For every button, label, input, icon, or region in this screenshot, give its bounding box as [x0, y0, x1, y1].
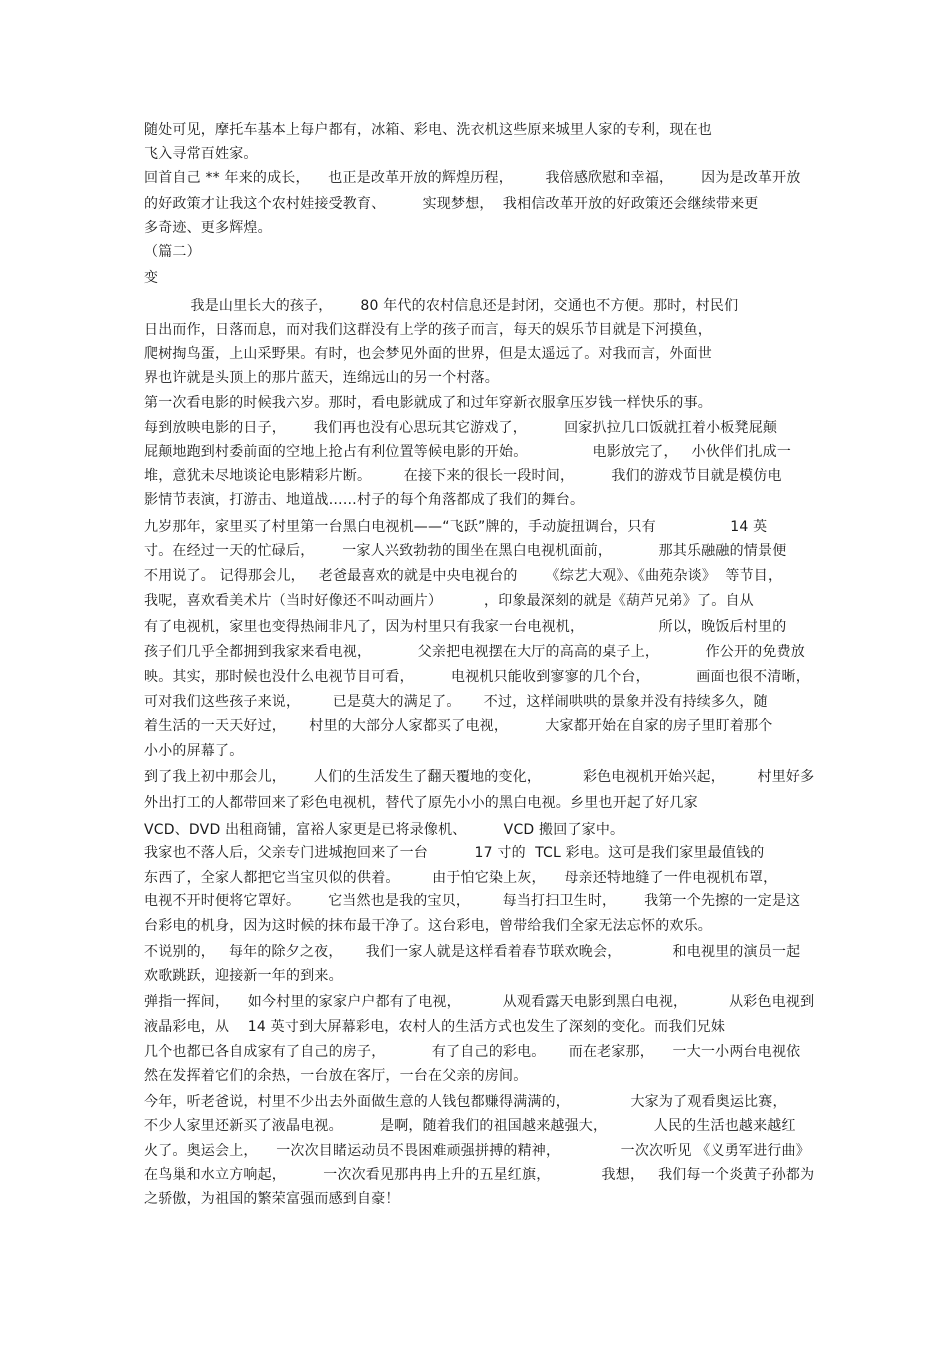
text-line: 到了我上初中那会儿， 人们的生活发生了翻天覆地的变化， 彩色电视机开始兴起， 村里好多	[144, 769, 815, 785]
text-line: 着生活的一天天好过， 村里的大部分人家都买了电视， 大家都开始在自家的房子里盯着那个	[144, 718, 773, 734]
text-line: 可对我们这些孩子来说， 已是莫大的满足了。 不过，这样闹哄哄的景象并没有持续多久，随	[144, 694, 768, 710]
text-line: 界也许就是头顶上的那片蓝天，连绵远山的另一个村落。	[144, 370, 499, 386]
section-heading: （篇二）	[144, 244, 201, 260]
text-line: 电视不开时便将它罩好。 它当然也是我的宝贝， 每当打扫卫生时， 我第一个先擦的一定是这	[144, 893, 801, 909]
text-line: 几个也都已各自成家有了自己的房子， 有了自己的彩电。 而在老家那， 一大一小两台电视依	[144, 1044, 801, 1060]
text-line: 影情节表演，打游击、地道战……村子的每个角落都成了我们的舞台。	[144, 492, 585, 508]
text-line: 映。其实，那时候也没什么电视节目可看， 电视机只能收到寥寥的几个台， 画面也很不清晰，	[144, 669, 810, 685]
article-title: 变	[144, 270, 159, 286]
text-line: 不说别的， 每年的除夕之夜， 我们一家人就是这样看着春节联欢晚会， 和电视里的演员一起	[144, 944, 801, 960]
text-line: 屁颠地跑到村委前面的空地上抢占有利位置等候电影的开始。 电影放完了， 小伙伴们扎成一	[144, 444, 792, 460]
text-line: 寸。在经过一天的忙碌后， 一家人兴致勃勃的围坐在黑白电视机面前， 那其乐融融的情景便	[144, 543, 787, 559]
text-line: 飞入寻常百姓家。	[144, 146, 258, 162]
text-line: 我呢，喜欢看美术片（当时好像还不叫动画片） ，印象最深刻的就是《葫芦兄弟》了。自从	[144, 593, 754, 609]
text-line: 欢歌跳跃，迎接新一年的到来。	[144, 968, 343, 984]
text-line: 之骄傲，为祖国的繁荣富强而感到自豪！	[144, 1191, 400, 1207]
text-line: 今年，听老爸说，村里不少出去外面做生意的人钱包都赚得满满的， 大家为了观看奥运比赛，	[144, 1094, 787, 1110]
text-line: 第一次看电影的时候我六岁。那时，看电影就成了和过年穿新衣服拿压岁钱一样快乐的事。	[144, 395, 712, 411]
text-line: 多奇迹、更多辉煌。	[144, 220, 272, 236]
text-line: 随处可见，摩托车基本上每户都有，冰箱、彩电、洗衣机这些原来城里人家的专利，现在也	[144, 122, 712, 138]
text-line: VCD、DVD 出租商铺，富裕人家更是已将录像机、 VCD 搬回了家中。	[144, 822, 625, 838]
text-line: 爬树掏鸟蛋，上山采野果。有时，也会梦见外面的世界，但是太遥远了。对我而言，外面世	[144, 346, 712, 362]
text-line: 火了。奥运会上， 一次次目睹运动员不畏困难顽强拼搏的精神， 一次次听见 《义勇军进行曲》	[144, 1143, 810, 1159]
text-line: 回首自己 ** 年来的成长， 也正是改革开放的辉煌历程， 我倍感欣慰和幸福， 因为是改革开放	[144, 170, 801, 186]
text-line: 东西了，全家人都把它当宝贝似的供着。 由于怕它染上灰， 母亲还特地缝了一件电视机布罩，	[144, 870, 778, 886]
text-line: 台彩电的机身，因为这时候的抹布最干净了。这台彩电，曾带给我们全家无法忘怀的欢乐。	[144, 918, 712, 934]
text-line: 不少人家里还新买了液晶电视。 是啊，随着我们的祖国越来越强大， 人民的生活也越来越红	[144, 1118, 796, 1134]
text-line: 有了电视机，家里也变得热闹非凡了，因为村里只有我家一台电视机， 所以，晚饭后村里的	[144, 619, 787, 635]
text-line: 孩子们几乎全都拥到我家来看电视， 父亲把电视摆在大厅的高高的桌子上， 作公开的免费放	[144, 644, 806, 660]
text-line: 不用说了。 记得那会儿， 老爸最喜欢的就是中央电视台的 《综艺大观》、《曲苑杂谈》 等节目，	[144, 568, 783, 584]
text-line: 的好政策才让我这个农村娃接受教育、 实现梦想， 我相信改革开放的好政策还会继续带来更	[144, 196, 759, 212]
text-line: 我家也不落人后，父亲专门进城抱回来了一台 17 寸的 TCL 彩电。这可是我们家里最值钱的	[144, 845, 765, 861]
text-line: 小小的屏幕了。	[144, 743, 244, 759]
text-line: 我是山里长大的孩子， 80 年代的农村信息还是封闭，交通也不方便。那时，村民们	[144, 298, 739, 314]
text-line: 堆，意犹未尽地谈论电影精彩片断。 在接下来的很长一段时间， 我们的游戏节目就是模仿电	[144, 468, 782, 484]
text-line: 九岁那年，家里买了村里第一台黑白电视机——“飞跃”牌的，手动旋扭调台，只有 14 英	[144, 519, 768, 535]
text-line: 每到放映电影的日子， 我们再也没有心思玩其它游戏了， 回家扒拉几口饭就扛着小板凳屁颠	[144, 420, 778, 436]
text-line: 液晶彩电，从 14 英寸到大屏幕彩电，农村人的生活方式也发生了深刻的变化。而我们兄妹	[144, 1019, 726, 1035]
text-line: 在鸟巢和水立方响起， 一次次看见那冉冉上升的五星红旗， 我想， 我们每一个炎黄子孙都为	[144, 1167, 815, 1183]
text-line: 然在发挥着它们的余热，一台放在客厅，一台在父亲的房间。	[144, 1068, 528, 1084]
text-line: 日出而作，日落而息，而对我们这群没有上学的孩子而言，每天的娱乐节目就是下河摸鱼，	[144, 322, 712, 338]
text-line: 弹指一挥间， 如今村里的家家户户都有了电视， 从观看露天电影到黑白电视， 从彩色电视到	[144, 994, 815, 1010]
text-line: 外出打工的人都带回来了彩色电视机，替代了原先小小的黑白电视。乡里也开起了好几家	[144, 795, 698, 811]
